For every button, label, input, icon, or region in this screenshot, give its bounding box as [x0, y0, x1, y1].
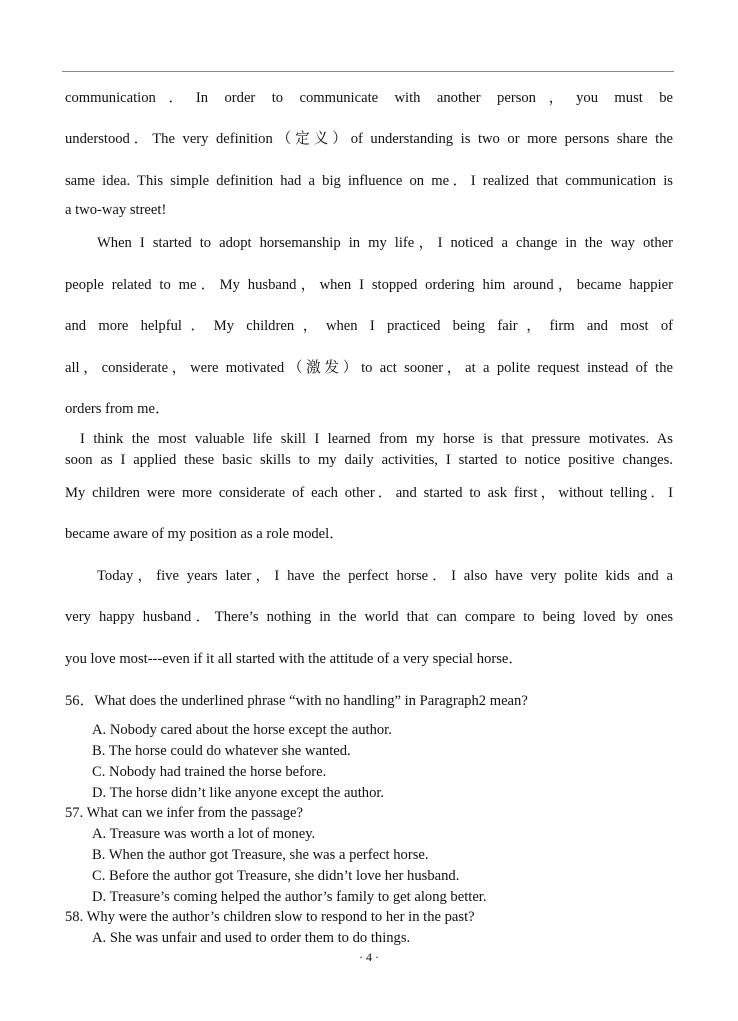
question-57-option-c: C. Before the author got Treasure, she didn’t love her husband. — [92, 868, 460, 884]
passage-line: and more helpful．My children，when I practiced being fair，firm and most of — [65, 318, 673, 334]
passage-line: My children were more considerate of each other．and started to ask first，without telling．I — [65, 485, 673, 501]
question-56-option-b: B. The horse could do whatever she wanted. — [92, 743, 351, 759]
passage-line: same idea. This simple definition had a big influence on me．I realized that communication is — [65, 173, 673, 189]
passage-line: I think the most valuable life skill I learned from my horse is that pressure motivates. As — [80, 431, 673, 447]
question-57-option-d: D. Treasure’s coming helped the author’s family to get along better. — [92, 889, 487, 905]
question-56-option-c: C. Nobody had trained the horse before. — [92, 764, 327, 780]
passage-line: When I started to adopt horsemanship in my life，I noticed a change in the way other — [97, 235, 673, 251]
passage-line: Today，five years later，I have the perfect horse．I also have very polite kids and a — [97, 568, 673, 584]
header-rule — [62, 71, 674, 72]
passage-line: very happy husband．There’s nothing in the world that can compare to being loved by ones — [65, 609, 673, 625]
passage-line: understood．The very definition（定义）of understanding is two or more persons share the — [65, 131, 673, 147]
passage-line: soon as I applied these basic skills to my daily activities, I started to notice positive changes. — [65, 452, 673, 468]
question-57-option-a: A. Treasure was worth a lot of money. — [92, 826, 316, 842]
passage-line: communication．In order to communicate with another person，you must be — [65, 90, 673, 106]
passage-line: a two-way street! — [65, 202, 167, 218]
passage-line: you love most---even if it all started with the attitude of a very special horse． — [65, 651, 523, 667]
question-56-stem: 56．What does the underlined phrase “with no handling” in Paragraph2 mean? — [65, 693, 528, 709]
page-number: · 4 · — [359, 950, 379, 964]
question-57-option-b: B. When the author got Treasure, she was a perfect horse. — [92, 847, 429, 863]
passage-line: people related to me．My husband，when I stopped ordering him around，became happier — [65, 277, 673, 293]
question-58-stem: 58. Why were the author’s children slow to respond to her in the past? — [65, 909, 475, 925]
question-58-option-a: A. She was unfair and used to order them to do things. — [92, 930, 411, 946]
passage-line: all，considerate，were motivated（激发）to act sooner，at a polite request instead of the — [65, 360, 673, 376]
passage-line: became aware of my position as a role model． — [65, 526, 344, 542]
question-56-option-d: D. The horse didn’t like anyone except the author. — [92, 785, 385, 801]
passage-line: orders from me． — [65, 401, 170, 417]
question-56-option-a: A. Nobody cared about the horse except the author. — [92, 722, 392, 738]
question-57-stem: 57. What can we infer from the passage? — [65, 805, 303, 821]
